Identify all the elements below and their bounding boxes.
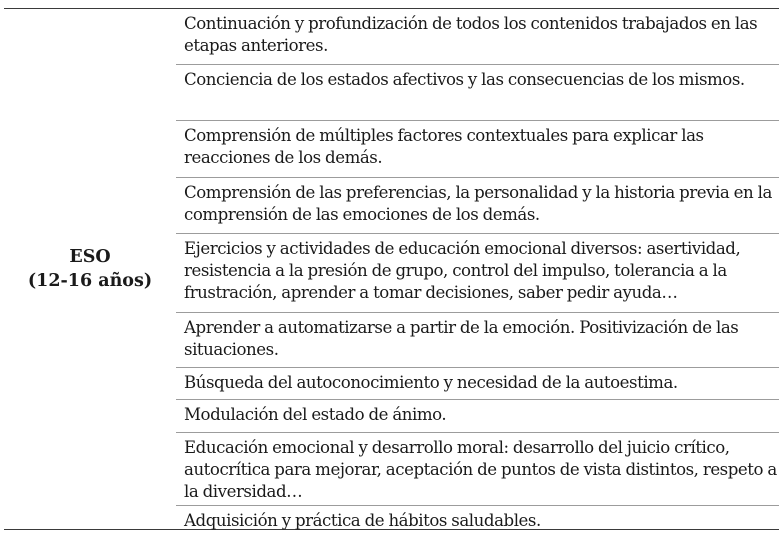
- stage-name: ESO: [69, 247, 111, 267]
- content-row: Ejercicios y actividades de educación emocional diversos: asertividad, resistencia a la presión de grupo, control del impulso, tolerancia a la frustración, aprender a tomar decisiones, saber pedir ayuda…: [176, 233, 779, 312]
- stage-cell: [4, 9, 176, 529]
- content-row: Aprender a automatizarse a partir de la emoción. Positivización de las situaciones.: [176, 312, 779, 367]
- content-table: [4, 8, 779, 530]
- content-row: Comprensión de las preferencias, la personalidad y la historia previa en la comprensión de las emociones de los demás.: [176, 177, 779, 233]
- stage-ages: (12-16 años): [27, 271, 153, 291]
- content-row: Educación emocional y desarrollo moral: desarrollo del juicio crítico, autocrítica para mejorar, aceptación de puntos de vista distintos, respeto a la diversidad…: [176, 432, 779, 505]
- content-row: Búsqueda del autoconocimiento y necesidad de la autoestima.: [176, 367, 779, 399]
- content-row: Continuación y profundización de todos los contenidos trabajados en las etapas anteriores.: [184, 14, 758, 55]
- contents-column: [176, 9, 779, 529]
- content-row: Conciencia de los estados afectivos y las consecuencias de los mismos.: [176, 64, 779, 120]
- content-row: Adquisición y práctica de hábitos saludables.: [176, 505, 779, 531]
- content-row: Modulación del estado de ánimo.: [176, 399, 779, 432]
- content-row: Comprensión de múltiples factores contextuales para explicar las reacciones de los demás.: [176, 120, 779, 177]
